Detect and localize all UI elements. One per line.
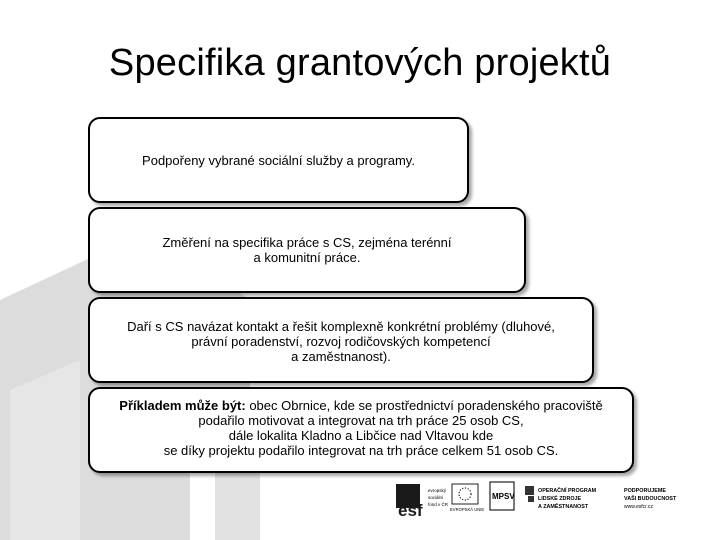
box-3-line-3: a zaměstnanost). bbox=[291, 349, 391, 364]
op-line-1: OPERAČNÍ PROGRAM bbox=[538, 488, 597, 494]
op-line-3: A ZAMĚSTNANOST bbox=[538, 504, 589, 510]
box-1-line-1: Podpořeny vybrané sociální služby a programy. bbox=[142, 153, 415, 168]
box-4-line-2: podařilo motivovat a integrovat na trh práce 25 osob CS, bbox=[198, 413, 524, 428]
box-2-line-2: a komunitní práce. bbox=[253, 250, 361, 265]
slide-title: Specifika grantových projektů bbox=[108, 42, 612, 84]
support-line-3: www.esfcr.cz bbox=[624, 504, 653, 510]
box-4-line-4: se díky projektu podařilo integrovat na trh práce celkem 51 osob CS. bbox=[163, 443, 559, 458]
box-3-line-1: Daří s CS navázat kontakt a řešit komplexně konkrétní problémy (dluhové, bbox=[127, 319, 555, 334]
eu-caption: EVROPSKÁ UNIE bbox=[450, 507, 485, 512]
content-box-2 bbox=[88, 207, 526, 293]
mpsv-logo bbox=[490, 482, 515, 510]
eu-logo bbox=[450, 484, 484, 512]
box-2-line-1: Změření na specifika práce s CS, zejména terénní bbox=[162, 235, 452, 250]
box-4-lead-rest: obec Obrnice, kde se prostřednictví poradenského pracoviště bbox=[245, 398, 603, 413]
esf-logo bbox=[396, 484, 449, 520]
box-3-line-2: právní poradenství, rozvoj rodičovských kompetencí bbox=[191, 334, 491, 349]
content-box-3 bbox=[88, 297, 594, 383]
esf-small-2: sociální bbox=[428, 495, 444, 500]
box-4-line-3: dále lokalita Kladno a Libčice nad Vltavou kde bbox=[228, 428, 494, 443]
esf-small-3: fond v ČR bbox=[428, 502, 449, 507]
esf-mark: esf bbox=[398, 501, 423, 520]
support-line-1: PODPORUJEME bbox=[624, 488, 666, 494]
content-box-4 bbox=[88, 387, 634, 473]
op-logo bbox=[525, 486, 597, 510]
support-line-2: VAŠI BUDOUCNOST bbox=[624, 496, 677, 502]
background-gray-shape-2 bbox=[10, 360, 80, 540]
content-box-1 bbox=[88, 117, 469, 203]
footer-logos bbox=[392, 480, 712, 526]
box-4-lead-bold: Příkladem může být: bbox=[119, 398, 246, 413]
esf-small-1: evropský bbox=[428, 488, 447, 493]
support-logo bbox=[624, 488, 677, 510]
box-4-line-1 bbox=[90, 398, 632, 413]
mpsv-text: MPSV bbox=[492, 492, 515, 501]
op-line-2: LIDSKÉ ZDROJE bbox=[538, 496, 582, 502]
